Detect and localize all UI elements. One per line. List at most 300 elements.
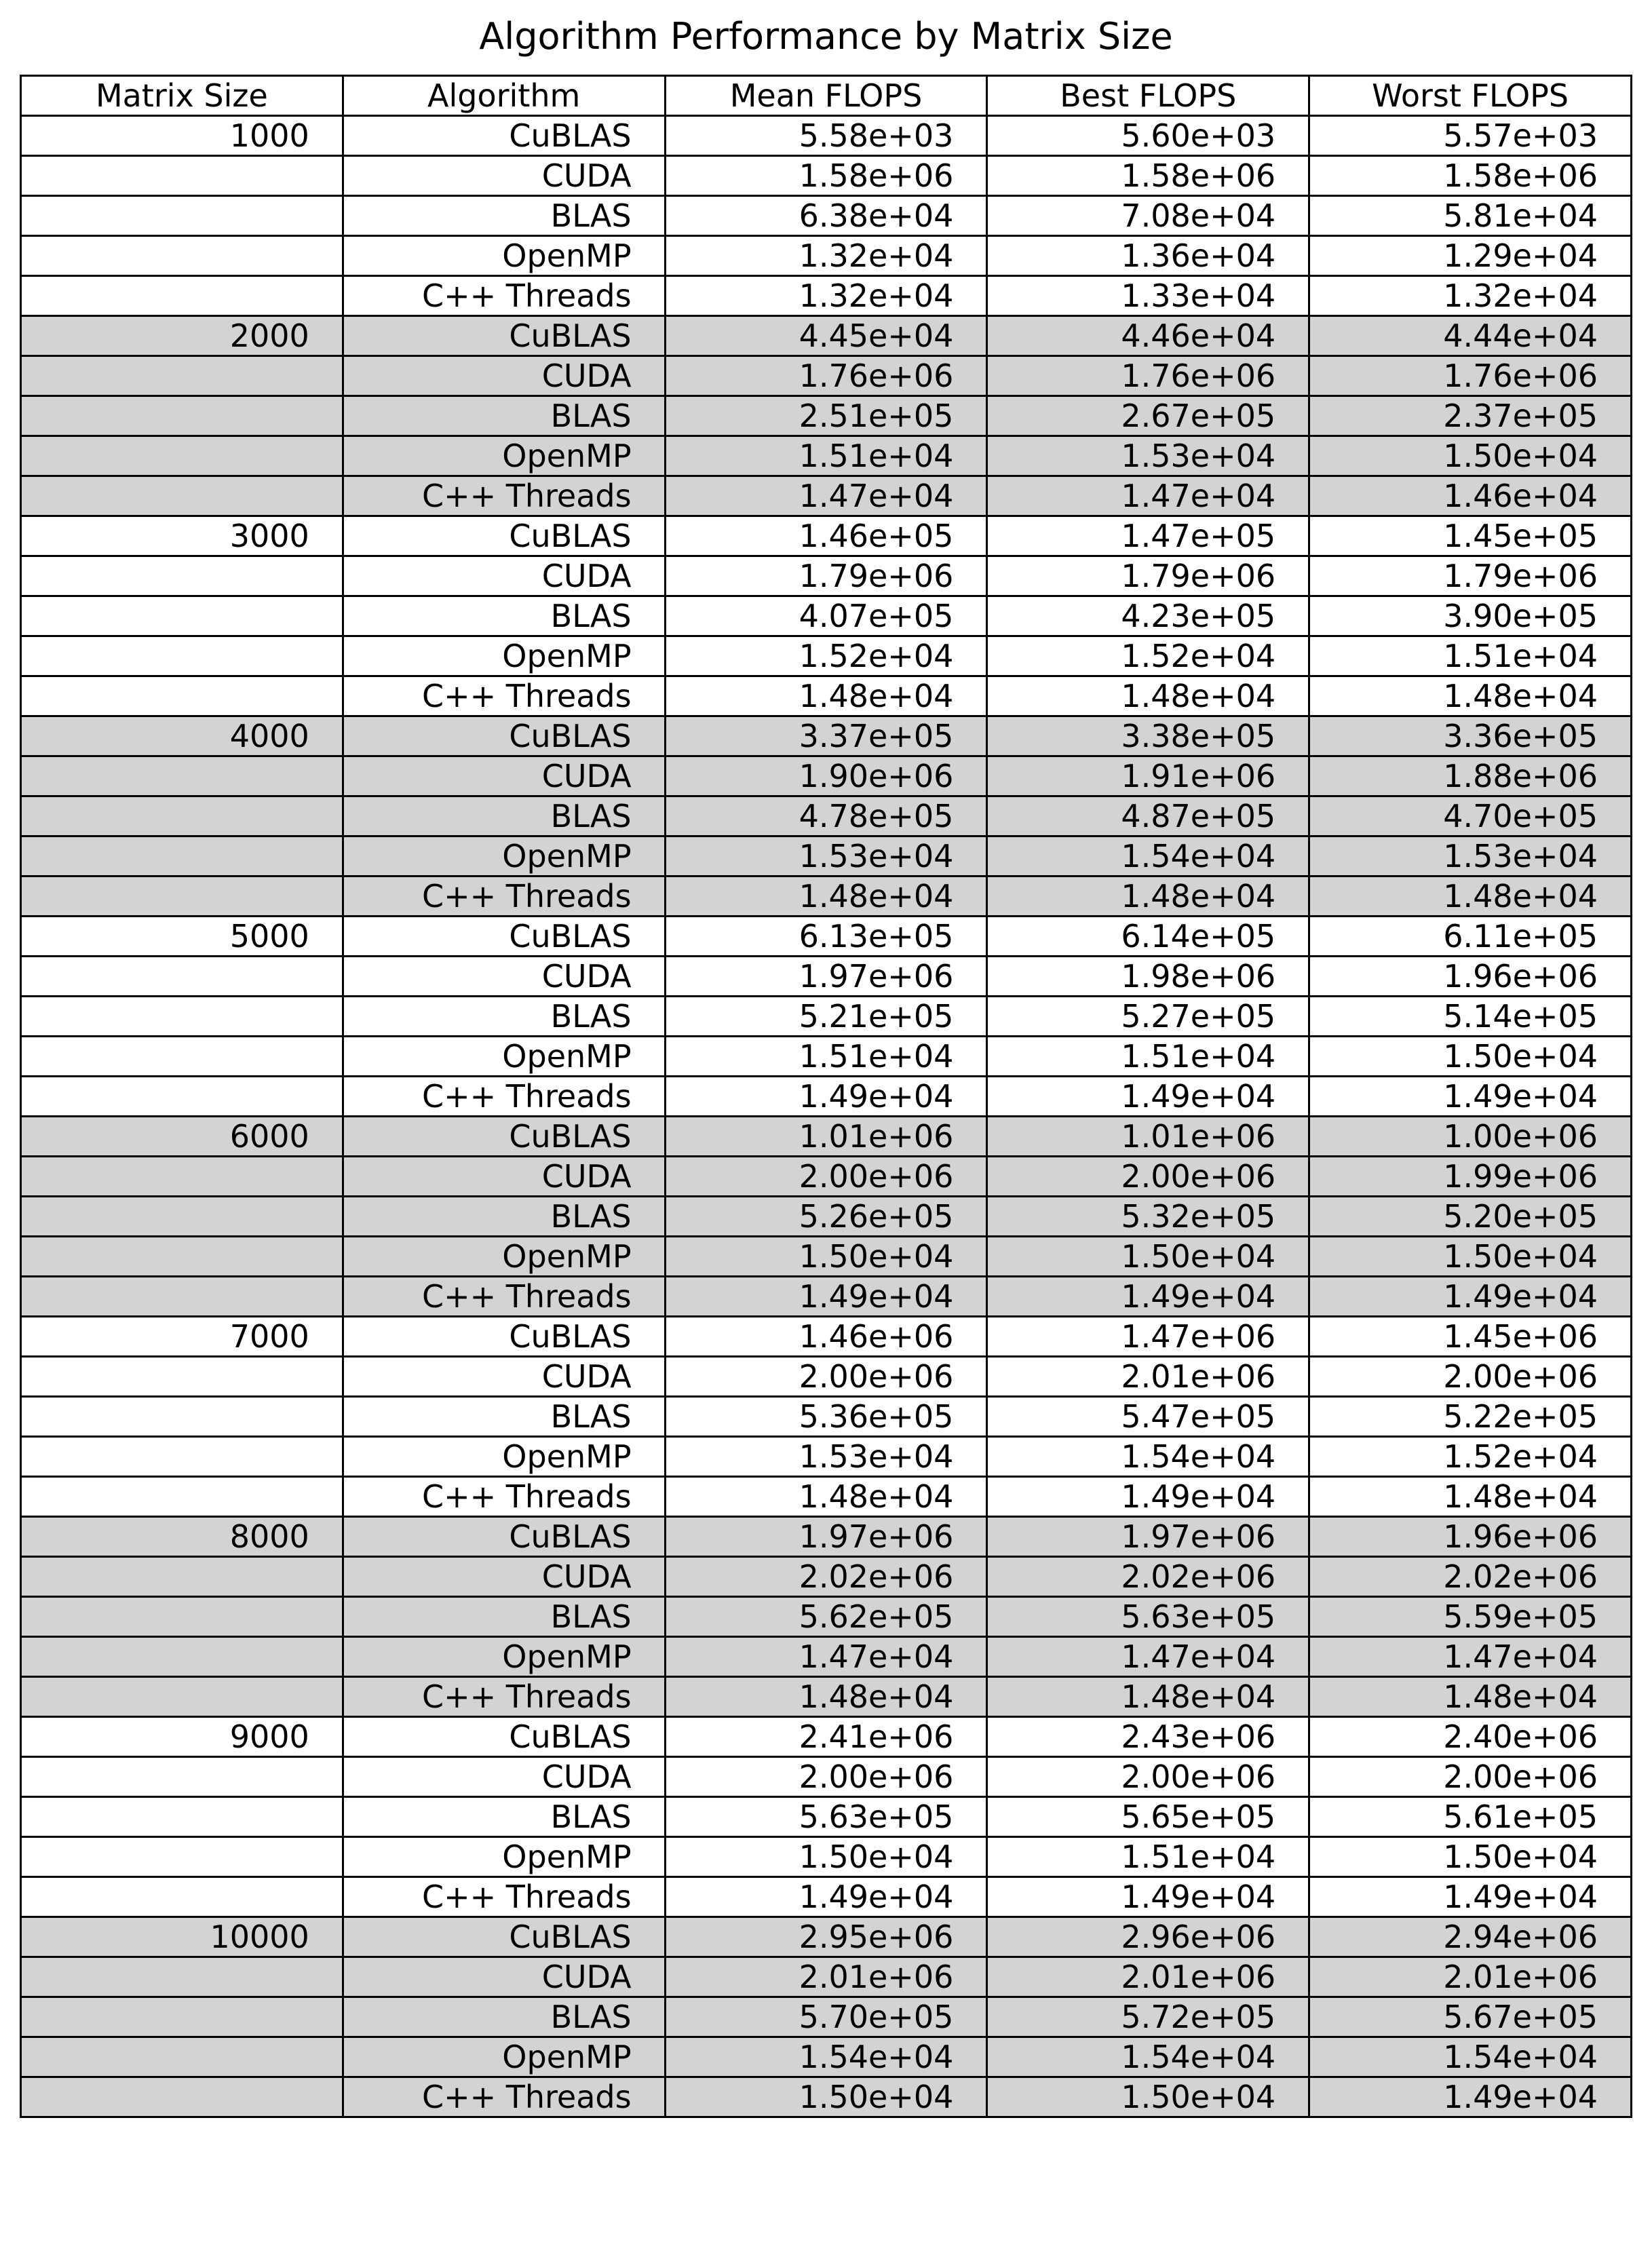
mean-flops-cell: 1.76e+06 (665, 356, 987, 396)
matrix-size-cell (21, 997, 343, 1037)
table-row (21, 1477, 1632, 1517)
best-flops-cell: 2.00e+06 (987, 1157, 1309, 1197)
algorithm-cell: C++ Threads (343, 276, 665, 316)
matrix-size-cell (21, 1997, 343, 2037)
mean-flops-cell: 2.02e+06 (665, 1557, 987, 1597)
mean-flops-cell: 5.63e+05 (665, 1797, 987, 1837)
mean-flops-cell: 2.00e+06 (665, 1757, 987, 1797)
table-row (21, 1917, 1632, 1957)
mean-flops-cell: 1.51e+04 (665, 1037, 987, 1077)
matrix-size-cell: 4000 (21, 716, 343, 756)
table-body (21, 116, 1632, 2117)
matrix-size-cell (21, 476, 343, 516)
best-flops-cell: 2.02e+06 (987, 1557, 1309, 1597)
algorithm-cell: OpenMP (343, 1637, 665, 1677)
column-header-algorithm: Algorithm (343, 76, 665, 116)
mean-flops-cell: 1.53e+04 (665, 1437, 987, 1477)
worst-flops-cell: 5.67e+05 (1309, 1997, 1632, 2037)
mean-flops-cell: 1.49e+04 (665, 1277, 987, 1317)
table-row (21, 1317, 1632, 1357)
matrix-size-cell (21, 1957, 343, 1997)
worst-flops-cell: 1.50e+04 (1309, 1237, 1632, 1277)
worst-flops-cell: 3.36e+05 (1309, 716, 1632, 756)
table-row (21, 396, 1632, 436)
matrix-size-cell (21, 276, 343, 316)
matrix-size-cell (21, 1557, 343, 1597)
mean-flops-cell: 1.32e+04 (665, 276, 987, 316)
matrix-size-cell (21, 2077, 343, 2117)
mean-flops-cell: 2.00e+06 (665, 1157, 987, 1197)
worst-flops-cell: 1.51e+04 (1309, 636, 1632, 676)
matrix-size-cell (21, 1397, 343, 1437)
best-flops-cell: 1.49e+04 (987, 1077, 1309, 1117)
table-row (21, 1277, 1632, 1317)
algorithm-cell: BLAS (343, 1597, 665, 1637)
matrix-size-cell: 5000 (21, 917, 343, 957)
algorithm-cell: OpenMP (343, 636, 665, 676)
table-row (21, 1597, 1632, 1637)
worst-flops-cell: 6.11e+05 (1309, 917, 1632, 957)
worst-flops-cell: 1.29e+04 (1309, 236, 1632, 276)
mean-flops-cell: 5.36e+05 (665, 1397, 987, 1437)
best-flops-cell: 1.51e+04 (987, 1837, 1309, 1877)
mean-flops-cell: 2.95e+06 (665, 1917, 987, 1957)
worst-flops-cell: 1.58e+06 (1309, 156, 1632, 196)
best-flops-cell: 1.47e+04 (987, 476, 1309, 516)
table-row (21, 836, 1632, 877)
mean-flops-cell: 1.46e+05 (665, 516, 987, 556)
best-flops-cell: 1.53e+04 (987, 436, 1309, 476)
matrix-size-cell (21, 1197, 343, 1237)
matrix-size-cell: 2000 (21, 316, 343, 356)
worst-flops-cell: 1.48e+04 (1309, 1677, 1632, 1717)
worst-flops-cell: 1.32e+04 (1309, 276, 1632, 316)
mean-flops-cell: 1.50e+04 (665, 2077, 987, 2117)
best-flops-cell: 1.54e+04 (987, 2037, 1309, 2077)
worst-flops-cell: 1.49e+04 (1309, 1877, 1632, 1917)
worst-flops-cell: 2.40e+06 (1309, 1717, 1632, 1757)
best-flops-cell: 4.23e+05 (987, 596, 1309, 636)
best-flops-cell: 1.91e+06 (987, 756, 1309, 796)
algorithm-cell: CuBLAS (343, 1517, 665, 1557)
algorithm-cell: CuBLAS (343, 116, 665, 156)
worst-flops-cell: 1.49e+04 (1309, 2077, 1632, 2117)
table-row (21, 1117, 1632, 1157)
matrix-size-cell (21, 2037, 343, 2077)
best-flops-cell: 5.65e+05 (987, 1797, 1309, 1837)
best-flops-cell: 3.38e+05 (987, 716, 1309, 756)
mean-flops-cell: 2.41e+06 (665, 1717, 987, 1757)
table-row (21, 1997, 1632, 2037)
worst-flops-cell: 2.37e+05 (1309, 396, 1632, 436)
worst-flops-cell: 1.48e+04 (1309, 676, 1632, 716)
mean-flops-cell: 1.90e+06 (665, 756, 987, 796)
worst-flops-cell: 1.50e+04 (1309, 436, 1632, 476)
best-flops-cell: 1.48e+04 (987, 877, 1309, 917)
worst-flops-cell: 1.47e+04 (1309, 1637, 1632, 1677)
worst-flops-cell: 5.22e+05 (1309, 1397, 1632, 1437)
mean-flops-cell: 1.47e+04 (665, 476, 987, 516)
best-flops-cell: 1.48e+04 (987, 1677, 1309, 1717)
best-flops-cell: 1.58e+06 (987, 156, 1309, 196)
algorithm-cell: CUDA (343, 1557, 665, 1597)
best-flops-cell: 7.08e+04 (987, 196, 1309, 236)
mean-flops-cell: 1.50e+04 (665, 1237, 987, 1277)
best-flops-cell: 4.87e+05 (987, 796, 1309, 836)
matrix-size-cell (21, 796, 343, 836)
table-row (21, 1957, 1632, 1997)
algorithm-cell: CUDA (343, 756, 665, 796)
mean-flops-cell: 1.51e+04 (665, 436, 987, 476)
algorithm-cell: CuBLAS (343, 1917, 665, 1957)
matrix-size-cell (21, 877, 343, 917)
table-row (21, 1837, 1632, 1877)
worst-flops-cell: 1.50e+04 (1309, 1837, 1632, 1877)
matrix-size-cell (21, 556, 343, 596)
matrix-size-cell: 7000 (21, 1317, 343, 1357)
matrix-size-cell: 10000 (21, 1917, 343, 1957)
algorithm-cell: BLAS (343, 796, 665, 836)
matrix-size-cell (21, 1477, 343, 1517)
algorithm-cell: CuBLAS (343, 516, 665, 556)
mean-flops-cell: 1.54e+04 (665, 2037, 987, 2077)
mean-flops-cell: 1.49e+04 (665, 1877, 987, 1917)
worst-flops-cell: 1.49e+04 (1309, 1077, 1632, 1117)
worst-flops-cell: 4.44e+04 (1309, 316, 1632, 356)
table-row (21, 1037, 1632, 1077)
worst-flops-cell: 1.96e+06 (1309, 1517, 1632, 1557)
mean-flops-cell: 5.26e+05 (665, 1197, 987, 1237)
worst-flops-cell: 3.90e+05 (1309, 596, 1632, 636)
matrix-size-cell: 9000 (21, 1717, 343, 1757)
algorithm-cell: BLAS (343, 596, 665, 636)
best-flops-cell: 1.36e+04 (987, 236, 1309, 276)
best-flops-cell: 1.52e+04 (987, 636, 1309, 676)
table-row (21, 196, 1632, 236)
algorithm-cell: C++ Threads (343, 1277, 665, 1317)
matrix-size-cell (21, 156, 343, 196)
mean-flops-cell: 3.37e+05 (665, 716, 987, 756)
matrix-size-cell (21, 957, 343, 997)
worst-flops-cell: 1.45e+05 (1309, 516, 1632, 556)
algorithm-cell: OpenMP (343, 2037, 665, 2077)
table-row (21, 1517, 1632, 1557)
worst-flops-cell: 1.88e+06 (1309, 756, 1632, 796)
best-flops-cell: 1.98e+06 (987, 957, 1309, 997)
algorithm-cell: CuBLAS (343, 1317, 665, 1357)
worst-flops-cell: 1.76e+06 (1309, 356, 1632, 396)
worst-flops-cell: 5.14e+05 (1309, 997, 1632, 1037)
table-row (21, 356, 1632, 396)
best-flops-cell: 1.33e+04 (987, 276, 1309, 316)
mean-flops-cell: 1.58e+06 (665, 156, 987, 196)
table-row (21, 997, 1632, 1037)
mean-flops-cell: 5.70e+05 (665, 1997, 987, 2037)
table-row (21, 2077, 1632, 2117)
mean-flops-cell: 1.01e+06 (665, 1117, 987, 1157)
best-flops-cell: 2.67e+05 (987, 396, 1309, 436)
worst-flops-cell: 1.45e+06 (1309, 1317, 1632, 1357)
worst-flops-cell: 1.50e+04 (1309, 1037, 1632, 1077)
matrix-size-cell (21, 1277, 343, 1317)
table-row (21, 1877, 1632, 1917)
best-flops-cell: 1.54e+04 (987, 836, 1309, 877)
worst-flops-cell: 5.81e+04 (1309, 196, 1632, 236)
mean-flops-cell: 1.46e+06 (665, 1317, 987, 1357)
worst-flops-cell: 1.79e+06 (1309, 556, 1632, 596)
best-flops-cell: 1.97e+06 (987, 1517, 1309, 1557)
matrix-size-cell (21, 756, 343, 796)
table-row (21, 676, 1632, 716)
mean-flops-cell: 1.48e+04 (665, 1477, 987, 1517)
matrix-size-cell: 3000 (21, 516, 343, 556)
matrix-size-cell (21, 1437, 343, 1477)
best-flops-cell: 5.60e+03 (987, 116, 1309, 156)
matrix-size-cell: 1000 (21, 116, 343, 156)
best-flops-cell: 1.76e+06 (987, 356, 1309, 396)
matrix-size-cell (21, 1037, 343, 1077)
worst-flops-cell: 1.49e+04 (1309, 1277, 1632, 1317)
matrix-size-cell (21, 636, 343, 676)
table-row (21, 596, 1632, 636)
mean-flops-cell: 1.79e+06 (665, 556, 987, 596)
algorithm-cell: CUDA (343, 1957, 665, 1997)
table-row (21, 116, 1632, 156)
matrix-size-cell (21, 836, 343, 877)
table-row (21, 1197, 1632, 1237)
matrix-size-cell (21, 1757, 343, 1797)
best-flops-cell: 1.49e+04 (987, 1277, 1309, 1317)
worst-flops-cell: 5.20e+05 (1309, 1197, 1632, 1237)
matrix-size-cell (21, 196, 343, 236)
algorithm-cell: BLAS (343, 1997, 665, 2037)
mean-flops-cell: 1.48e+04 (665, 877, 987, 917)
worst-flops-cell: 2.02e+06 (1309, 1557, 1632, 1597)
algorithm-cell: BLAS (343, 196, 665, 236)
worst-flops-cell: 5.59e+05 (1309, 1597, 1632, 1637)
best-flops-cell: 1.51e+04 (987, 1037, 1309, 1077)
worst-flops-cell: 1.48e+04 (1309, 1477, 1632, 1517)
table-row (21, 756, 1632, 796)
table-row (21, 957, 1632, 997)
best-flops-cell: 2.01e+06 (987, 1957, 1309, 1997)
matrix-size-cell (21, 1157, 343, 1197)
algorithm-cell: BLAS (343, 1397, 665, 1437)
matrix-size-cell (21, 1837, 343, 1877)
table-row (21, 1677, 1632, 1717)
best-flops-cell: 5.72e+05 (987, 1997, 1309, 2037)
algorithm-cell: CuBLAS (343, 917, 665, 957)
mean-flops-cell: 1.48e+04 (665, 676, 987, 716)
mean-flops-cell: 2.00e+06 (665, 1357, 987, 1397)
table-row (21, 236, 1632, 276)
best-flops-cell: 1.50e+04 (987, 2077, 1309, 2117)
table-row (21, 796, 1632, 836)
column-header-matrix-size: Matrix Size (21, 76, 343, 116)
worst-flops-cell: 1.53e+04 (1309, 836, 1632, 877)
matrix-size-cell (21, 1077, 343, 1117)
mean-flops-cell: 1.97e+06 (665, 957, 987, 997)
matrix-size-cell (21, 1357, 343, 1397)
table-row (21, 2037, 1632, 2077)
chart-title: Algorithm Performance by Matrix Size (479, 15, 1173, 58)
algorithm-cell: CuBLAS (343, 716, 665, 756)
best-flops-cell: 1.49e+04 (987, 1877, 1309, 1917)
best-flops-cell: 5.32e+05 (987, 1197, 1309, 1237)
algorithm-cell: OpenMP (343, 1837, 665, 1877)
matrix-size-cell (21, 356, 343, 396)
matrix-size-cell (21, 1637, 343, 1677)
table-row (21, 1397, 1632, 1437)
algorithm-cell: BLAS (343, 1797, 665, 1837)
best-flops-cell: 1.47e+05 (987, 516, 1309, 556)
mean-flops-cell: 1.52e+04 (665, 636, 987, 676)
algorithm-cell: CuBLAS (343, 316, 665, 356)
matrix-size-cell: 6000 (21, 1117, 343, 1157)
algorithm-cell: BLAS (343, 997, 665, 1037)
mean-flops-cell: 1.53e+04 (665, 836, 987, 877)
best-flops-cell: 1.01e+06 (987, 1117, 1309, 1157)
table-row (21, 436, 1632, 476)
table-row (21, 316, 1632, 356)
table-row (21, 1077, 1632, 1117)
algorithm-cell: CuBLAS (343, 1117, 665, 1157)
algorithm-cell: C++ Threads (343, 2077, 665, 2117)
best-flops-cell: 5.27e+05 (987, 997, 1309, 1037)
best-flops-cell: 1.79e+06 (987, 556, 1309, 596)
column-header-mean-flops: Mean FLOPS (665, 76, 987, 116)
best-flops-cell: 1.47e+06 (987, 1317, 1309, 1357)
algorithm-cell: CUDA (343, 156, 665, 196)
table-row (21, 1357, 1632, 1397)
mean-flops-cell: 5.58e+03 (665, 116, 987, 156)
worst-flops-cell: 5.61e+05 (1309, 1797, 1632, 1837)
algorithm-cell: OpenMP (343, 1437, 665, 1477)
table-row (21, 1557, 1632, 1597)
algorithm-cell: CUDA (343, 356, 665, 396)
worst-flops-cell: 2.00e+06 (1309, 1757, 1632, 1797)
algorithm-cell: C++ Threads (343, 1877, 665, 1917)
matrix-size-cell (21, 436, 343, 476)
algorithm-cell: CUDA (343, 1157, 665, 1197)
worst-flops-cell: 1.48e+04 (1309, 877, 1632, 917)
worst-flops-cell: 1.46e+04 (1309, 476, 1632, 516)
table-row (21, 1237, 1632, 1277)
algorithm-cell: C++ Threads (343, 1677, 665, 1717)
algorithm-cell: OpenMP (343, 436, 665, 476)
best-flops-cell: 1.48e+04 (987, 676, 1309, 716)
best-flops-cell: 1.49e+04 (987, 1477, 1309, 1517)
table-row (21, 1437, 1632, 1477)
worst-flops-cell: 2.94e+06 (1309, 1917, 1632, 1957)
algorithm-cell: OpenMP (343, 836, 665, 877)
worst-flops-cell: 5.57e+03 (1309, 116, 1632, 156)
algorithm-cell: OpenMP (343, 1037, 665, 1077)
mean-flops-cell: 4.07e+05 (665, 596, 987, 636)
algorithm-cell: CUDA (343, 1757, 665, 1797)
mean-flops-cell: 4.78e+05 (665, 796, 987, 836)
worst-flops-cell: 4.70e+05 (1309, 796, 1632, 836)
column-header-worst-flops: Worst FLOPS (1309, 76, 1632, 116)
mean-flops-cell: 1.32e+04 (665, 236, 987, 276)
matrix-size-cell (21, 1677, 343, 1717)
algorithm-cell: C++ Threads (343, 1077, 665, 1117)
matrix-size-cell (21, 596, 343, 636)
algorithm-cell: OpenMP (343, 1237, 665, 1277)
algorithm-cell: BLAS (343, 396, 665, 436)
algorithm-cell: CUDA (343, 1357, 665, 1397)
worst-flops-cell: 1.99e+06 (1309, 1157, 1632, 1197)
matrix-size-cell (21, 396, 343, 436)
best-flops-cell: 2.96e+06 (987, 1917, 1309, 1957)
mean-flops-cell: 1.47e+04 (665, 1637, 987, 1677)
table-row (21, 276, 1632, 316)
mean-flops-cell: 1.97e+06 (665, 1517, 987, 1557)
mean-flops-cell: 2.51e+05 (665, 396, 987, 436)
algorithm-cell: C++ Threads (343, 676, 665, 716)
matrix-size-cell (21, 1797, 343, 1837)
algorithm-cell: CUDA (343, 556, 665, 596)
best-flops-cell: 2.00e+06 (987, 1757, 1309, 1797)
algorithm-cell: OpenMP (343, 236, 665, 276)
matrix-size-cell (21, 676, 343, 716)
best-flops-cell: 1.54e+04 (987, 1437, 1309, 1477)
matrix-size-cell: 8000 (21, 1517, 343, 1557)
table-row (21, 1757, 1632, 1797)
best-flops-cell: 2.43e+06 (987, 1717, 1309, 1757)
table-row (21, 516, 1632, 556)
table-row (21, 1157, 1632, 1197)
best-flops-cell: 6.14e+05 (987, 917, 1309, 957)
table-row (21, 1637, 1632, 1677)
performance-table (20, 75, 1632, 2118)
algorithm-cell: C++ Threads (343, 877, 665, 917)
mean-flops-cell: 5.62e+05 (665, 1597, 987, 1637)
worst-flops-cell: 2.00e+06 (1309, 1357, 1632, 1397)
column-header-best-flops: Best FLOPS (987, 76, 1309, 116)
best-flops-cell: 2.01e+06 (987, 1357, 1309, 1397)
algorithm-cell: CUDA (343, 957, 665, 997)
table-row (21, 1797, 1632, 1837)
best-flops-cell: 4.46e+04 (987, 316, 1309, 356)
mean-flops-cell: 4.45e+04 (665, 316, 987, 356)
table-row (21, 877, 1632, 917)
best-flops-cell: 1.47e+04 (987, 1637, 1309, 1677)
table-row (21, 917, 1632, 957)
table-row (21, 716, 1632, 756)
table-row (21, 1717, 1632, 1757)
worst-flops-cell: 1.52e+04 (1309, 1437, 1632, 1477)
best-flops-cell: 5.63e+05 (987, 1597, 1309, 1637)
mean-flops-cell: 2.01e+06 (665, 1957, 987, 1997)
table-row (21, 156, 1632, 196)
worst-flops-cell: 1.00e+06 (1309, 1117, 1632, 1157)
table-row (21, 556, 1632, 596)
worst-flops-cell: 1.54e+04 (1309, 2037, 1632, 2077)
matrix-size-cell (21, 1877, 343, 1917)
mean-flops-cell: 1.50e+04 (665, 1837, 987, 1877)
mean-flops-cell: 6.13e+05 (665, 917, 987, 957)
matrix-size-cell (21, 236, 343, 276)
mean-flops-cell: 6.38e+04 (665, 196, 987, 236)
matrix-size-cell (21, 1237, 343, 1277)
algorithm-cell: BLAS (343, 1197, 665, 1237)
algorithm-cell: C++ Threads (343, 476, 665, 516)
table-row (21, 636, 1632, 676)
algorithm-cell: C++ Threads (343, 1477, 665, 1517)
mean-flops-cell: 1.48e+04 (665, 1677, 987, 1717)
worst-flops-cell: 1.96e+06 (1309, 957, 1632, 997)
